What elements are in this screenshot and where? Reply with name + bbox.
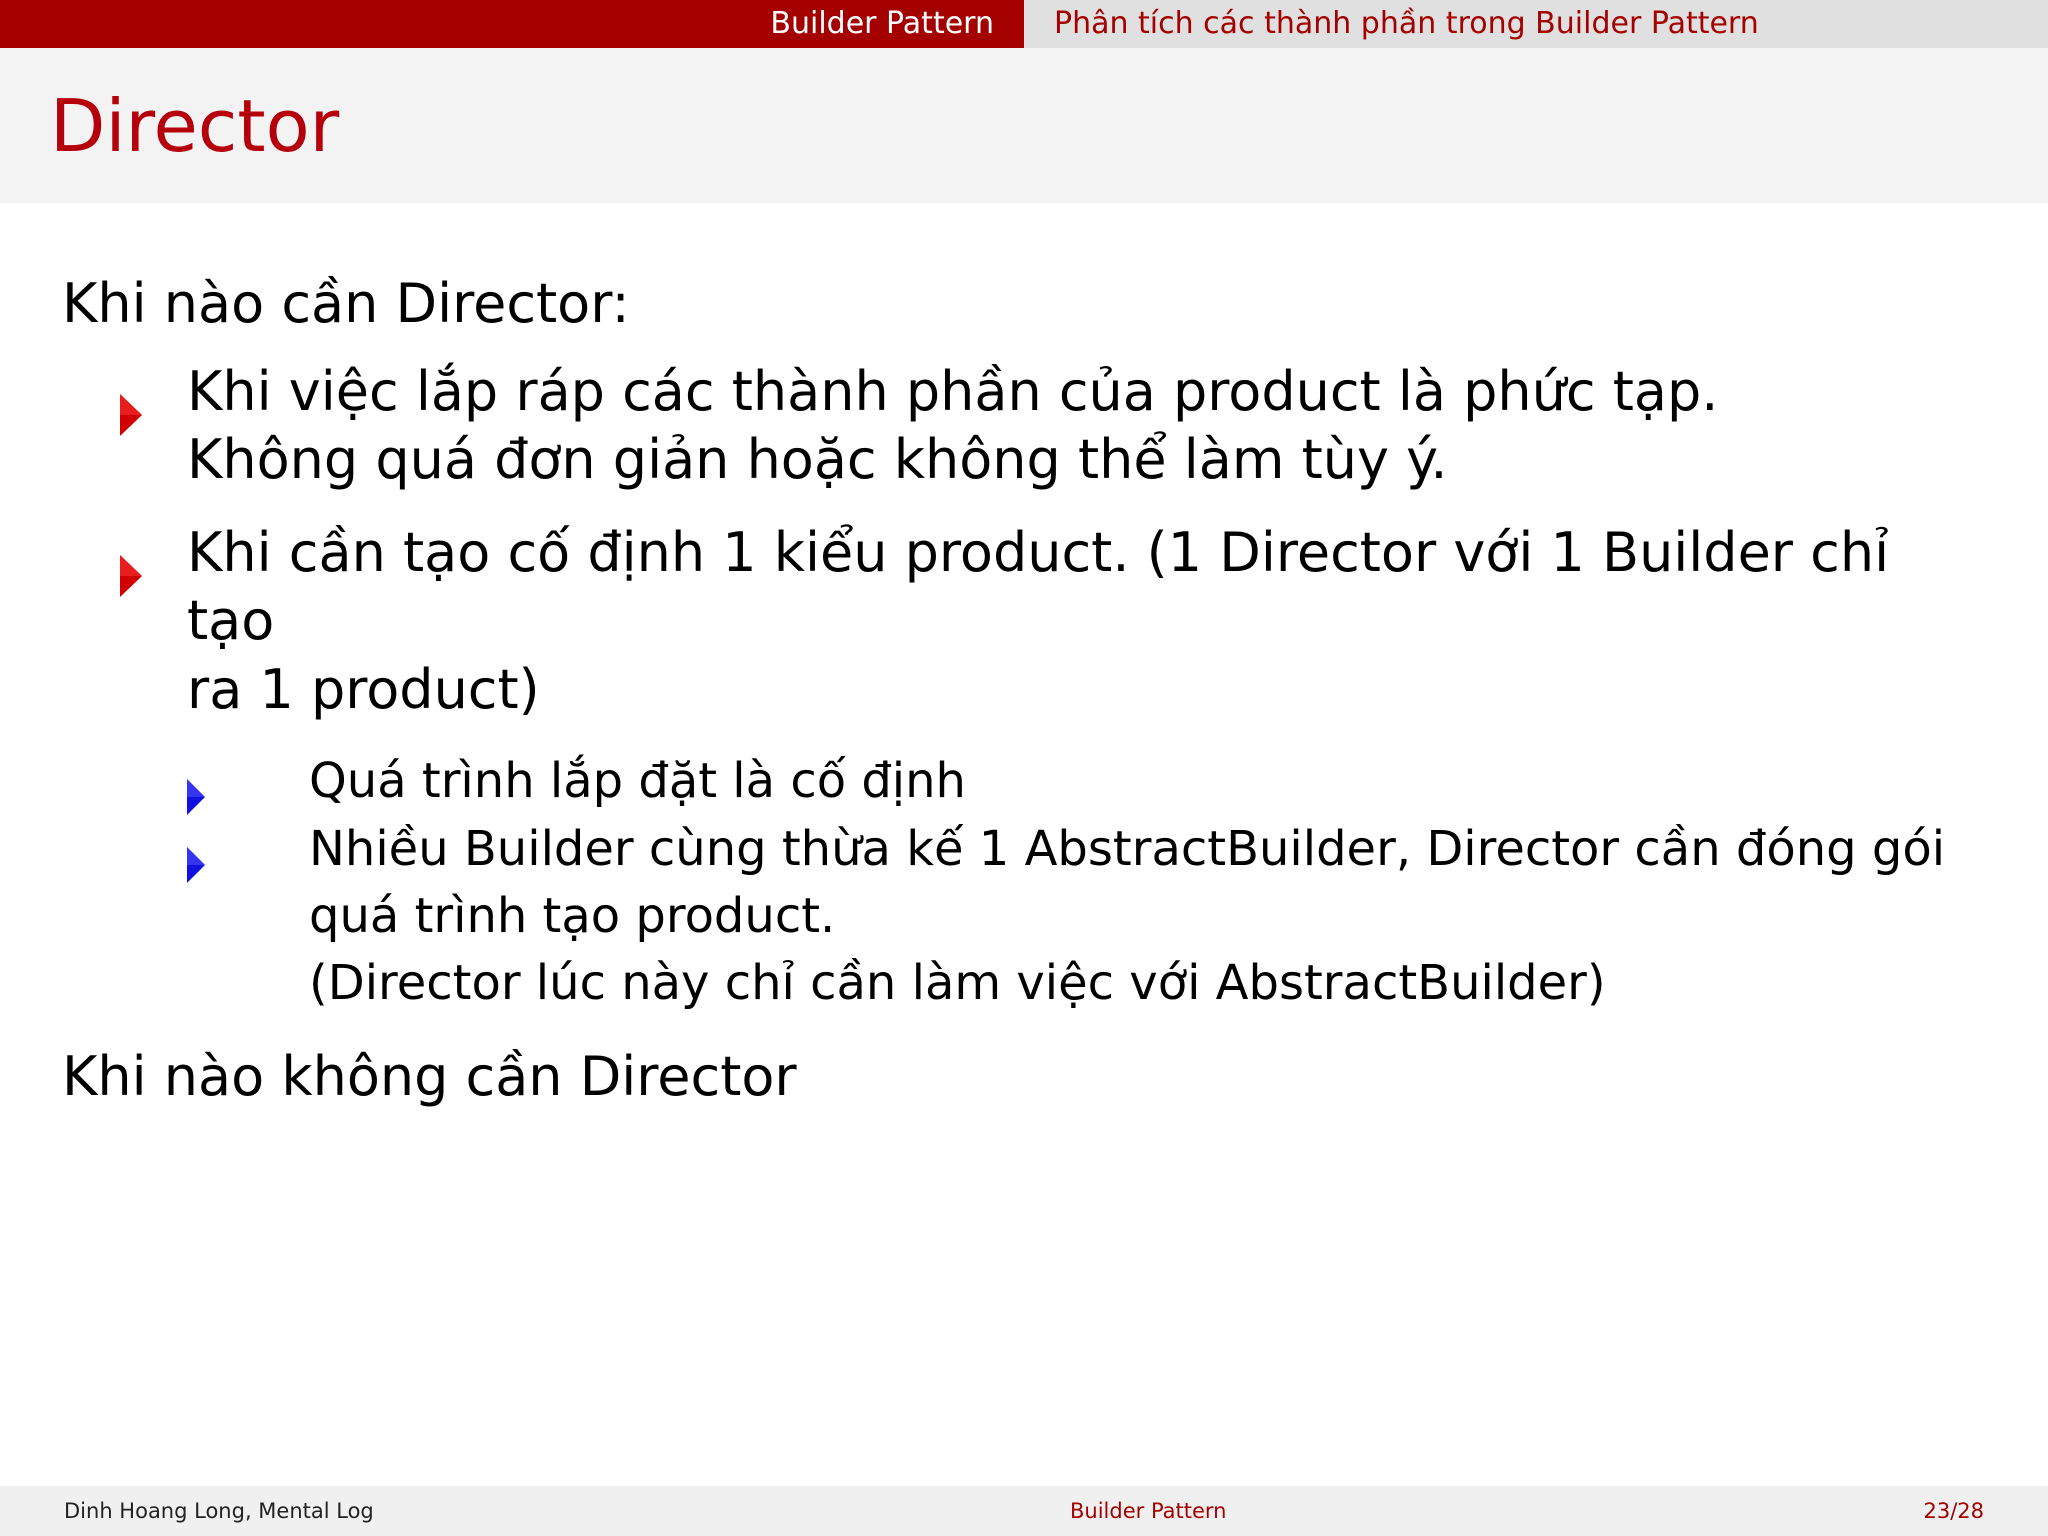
sub-bullet-text-line: (Director lúc này chỉ cần làm việc với AbstractBuilder): [309, 954, 1606, 1011]
nav-subsection-title[interactable]: Phân tích các thành phần trong Builder Pattern: [1024, 0, 2048, 48]
bullet-text-line: Không quá đơn giản hoặc không thể làm tùy ý.: [187, 428, 1448, 492]
lead-when-not-needed: Khi nào không cần Director: [62, 1045, 797, 1109]
footer-author[interactable]: Dinh Hoang Long, Mental Log: [64, 1499, 374, 1523]
footer-page-number: 23/28: [1923, 1499, 1984, 1523]
bullet-text-line: ra 1 product): [187, 657, 540, 721]
nav-section-title[interactable]: Builder Pattern: [0, 0, 1024, 48]
list-item: [62, 358, 1992, 495]
list-item: [187, 816, 1992, 1018]
list-item: [187, 748, 1992, 815]
sub-bullet-text-line: quá trình tạo product.: [309, 887, 836, 944]
main-bullet-list: [62, 358, 1992, 725]
bullet-text-line: Khi việc lắp ráp các thành phần của product là phức tạp.: [187, 359, 1719, 423]
sub-bullet-list: [187, 748, 1992, 1017]
footer-short-title[interactable]: Builder Pattern: [1070, 1499, 1227, 1523]
red-triangle-bullet-icon: [120, 384, 142, 453]
top-navigation-bar: [0, 0, 2048, 48]
frame-title: Director: [50, 84, 340, 168]
list-item: [62, 519, 1992, 725]
sub-bullet-text-line: Quá trình lắp đặt là cố định: [309, 753, 966, 810]
footer-bar: [0, 1486, 2048, 1536]
sub-bullet-wrapper: [187, 748, 1992, 1017]
red-triangle-bullet-icon: [120, 545, 142, 614]
blue-triangle-bullet-icon: [187, 834, 205, 901]
frame-title-band: [0, 48, 2048, 203]
sub-bullet-text-line: Nhiều Builder cùng thừa kế 1 AbstractBuilder, Director cần đóng gói: [309, 820, 1946, 877]
lead-when-needed: Khi nào cần Director:: [62, 272, 630, 335]
slide-content: [62, 270, 1992, 1111]
bullet-text-line: Khi cần tạo cố định 1 kiểu product. (1 Director với 1 Builder chỉ tạo: [187, 520, 1890, 653]
